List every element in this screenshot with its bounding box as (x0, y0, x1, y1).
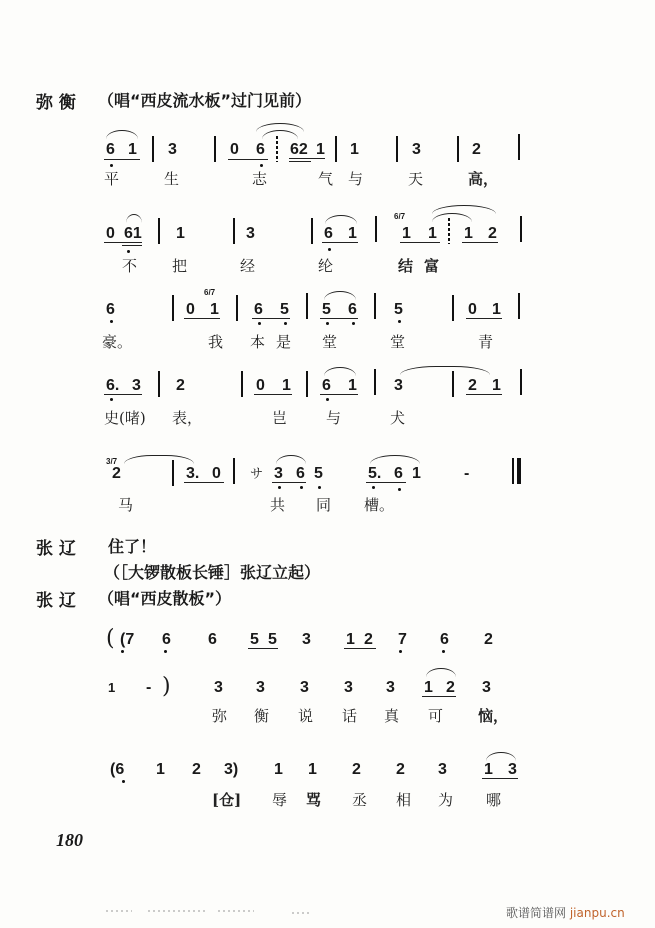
underline-beam (466, 394, 502, 395)
underline-beam (184, 482, 224, 483)
barline (396, 136, 398, 162)
barline (518, 134, 520, 160)
underline-beam (228, 159, 268, 160)
note: 6 (440, 631, 449, 648)
underline-beam (104, 159, 140, 160)
stage-direction: （［大锣散板长锤］张辽立起） (104, 563, 321, 582)
note: 6 (162, 631, 171, 648)
low-octave-dot (372, 486, 375, 489)
tie (400, 366, 490, 375)
note: 3 (482, 679, 491, 696)
lyric: 本 (250, 333, 266, 351)
underline-beam (254, 394, 292, 395)
lyric: 结 (398, 257, 414, 275)
low-octave-dot (110, 320, 113, 323)
lyric: 丞 (352, 791, 368, 809)
low-octave-dot (300, 486, 303, 489)
note: 6 (322, 377, 331, 394)
note: 0 (468, 301, 477, 318)
barline (214, 136, 216, 162)
barline (241, 371, 243, 397)
watermark (506, 904, 625, 921)
underline-beam (252, 318, 290, 319)
grace-note: 6/7 (394, 212, 406, 221)
tie (124, 455, 194, 464)
note: 2 (192, 761, 201, 778)
grace-note: 3/7 (106, 457, 118, 466)
scan-artifact (218, 910, 254, 912)
note: 2 (364, 631, 373, 648)
underline-beam (289, 161, 311, 162)
note: 1 (346, 631, 355, 648)
underline-beam (104, 394, 142, 395)
barline (306, 371, 308, 397)
note: 1 (128, 141, 137, 158)
low-octave-dot (352, 322, 355, 325)
note: 1 (210, 301, 219, 318)
singing-cue: （唱“西皮散板”） (98, 589, 232, 608)
note: 6. (106, 377, 120, 394)
slur (486, 752, 516, 761)
underline-beam (289, 158, 325, 159)
lyric: 话 (342, 707, 358, 725)
note: 5 (250, 631, 259, 648)
note: (7 (120, 631, 135, 648)
note: 2 (484, 631, 493, 648)
low-octave-dot (318, 486, 321, 489)
lyric: 我 (208, 333, 224, 351)
note: 3 (132, 377, 141, 394)
underline-beam (320, 394, 358, 395)
note: 1 (492, 377, 501, 394)
low-octave-dot (328, 248, 331, 251)
barline (233, 458, 235, 484)
underline-beam (320, 318, 358, 319)
lyric: 高， (468, 170, 499, 188)
lyric: 天 (408, 170, 424, 188)
note: 2 (446, 679, 455, 696)
lyric: 恼， (478, 707, 509, 725)
singing-cue: （唱“西皮流水板”过门见前） (98, 91, 312, 110)
note: 3 (412, 141, 421, 158)
note: 3 (246, 225, 255, 242)
lyric: 青 (478, 333, 494, 351)
slur (432, 205, 496, 214)
note: 6 (256, 141, 265, 158)
watermark-en: jianpu.cn (569, 906, 625, 920)
slur (324, 367, 356, 376)
note: 1 (308, 761, 317, 778)
note: 6 (394, 465, 403, 482)
barline (452, 295, 454, 321)
note: 1 (492, 301, 501, 318)
role-name-zhang-liao: 张 辽 (36, 591, 76, 611)
low-octave-dot (122, 780, 125, 783)
lyric: 豪。 (102, 333, 133, 351)
role-name-mi-heng: 弥 衡 (36, 93, 76, 113)
low-octave-dot (398, 320, 401, 323)
slur (432, 213, 472, 222)
note: 2 (352, 761, 361, 778)
note: 5. (368, 465, 382, 482)
note: 6 (106, 141, 115, 158)
lyric: 堂 (322, 333, 338, 351)
lyric: 可 (428, 707, 444, 725)
percussion-cue: [仓] (212, 791, 242, 809)
barline (158, 371, 160, 397)
grace-note: 6/7 (204, 288, 216, 297)
low-octave-dot (121, 650, 124, 653)
barline (311, 218, 313, 244)
dash-hold: - (464, 465, 470, 482)
lyric: 志 (252, 170, 268, 188)
lyric: 槽。 (364, 496, 395, 514)
barline (172, 460, 174, 486)
barline (518, 293, 520, 319)
underline-beam (272, 482, 306, 483)
lyric: 为 (438, 791, 454, 809)
low-octave-dot (258, 322, 261, 325)
note: 1 (348, 225, 357, 242)
note: 2 (468, 377, 477, 394)
barline (374, 369, 376, 395)
note: 7 (398, 631, 407, 648)
note: 2 (176, 377, 185, 394)
underline-beam (366, 482, 406, 483)
barline (306, 293, 308, 319)
barline (452, 371, 454, 397)
lyric: 与 (348, 170, 364, 188)
underline-beam (122, 245, 142, 246)
note: 5 (314, 465, 323, 482)
note: 2 (488, 225, 497, 242)
note: 2 (472, 141, 481, 158)
spoken-line: 住了！ (108, 537, 157, 556)
note: 1 (274, 761, 283, 778)
underline-beam (322, 242, 358, 243)
underline-beam (482, 778, 518, 779)
dash-hold: - (146, 679, 152, 696)
lyric: 把 (172, 257, 188, 275)
note: 1 (484, 761, 493, 778)
note: 6 (208, 631, 217, 648)
note: 3 (256, 679, 265, 696)
note: 6 (324, 225, 333, 242)
note: 1 (402, 225, 411, 242)
note: 3 (300, 679, 309, 696)
low-octave-dot (326, 322, 329, 325)
note: 5 (394, 301, 403, 318)
low-octave-dot (260, 164, 263, 167)
slur (325, 215, 357, 224)
note: 1 (176, 225, 185, 242)
note: 1 (464, 225, 473, 242)
note: 5 (280, 301, 289, 318)
underline-beam (422, 696, 456, 697)
note: 0 (106, 225, 115, 242)
low-octave-dot (326, 398, 329, 401)
lyric: 弥 (212, 707, 228, 725)
lyric: 辱 (272, 791, 288, 809)
barline (158, 218, 160, 244)
note: 1 (282, 377, 291, 394)
lyric: 生 (164, 170, 180, 188)
underline-beam (466, 318, 502, 319)
lyric: 表， (172, 409, 203, 427)
underline-beam (248, 648, 278, 649)
barline (512, 458, 514, 484)
low-octave-dot (398, 488, 401, 491)
low-octave-dot (442, 650, 445, 653)
lyric: 真 (384, 707, 400, 725)
scan-artifact (292, 912, 310, 914)
low-octave-dot (399, 650, 402, 653)
note: 3 (386, 679, 395, 696)
note: 3 (508, 761, 517, 778)
lyric: 同 (316, 496, 332, 514)
slur (370, 455, 420, 464)
barline (520, 369, 522, 395)
lyric: 堂 (390, 333, 406, 351)
final-barline (517, 458, 521, 484)
lyric: 经 (240, 257, 256, 275)
barline (233, 218, 235, 244)
note: 5 (322, 301, 331, 318)
lyric: 气 (318, 170, 334, 188)
low-octave-dot (110, 398, 113, 401)
scan-artifact (148, 910, 208, 912)
note: 6 (296, 465, 305, 482)
note: 2 (112, 465, 121, 482)
lyric: 岂 (272, 409, 288, 427)
note: 0 (256, 377, 265, 394)
lyric: 说 (298, 707, 314, 725)
note: 1 (428, 225, 437, 242)
note: 3 (344, 679, 353, 696)
slur (106, 130, 138, 139)
underline-beam (104, 242, 142, 243)
slur (126, 214, 142, 223)
note: 1 (350, 141, 359, 158)
note: 3 (438, 761, 447, 778)
free-rhythm-sign: サ (250, 466, 264, 481)
open-paren: ( (106, 626, 115, 651)
slur (324, 291, 356, 300)
lyric: 纶 (318, 257, 334, 275)
note: 2 (396, 761, 405, 778)
lyric: 平 (104, 170, 120, 188)
lyric: 哪 (486, 791, 502, 809)
note: 0 (186, 301, 195, 318)
note: 3 (302, 631, 311, 648)
underline-beam (344, 648, 376, 649)
barline (375, 216, 377, 242)
lyric: 犬 (390, 409, 406, 427)
note: 1 (108, 680, 116, 695)
note: 62 (290, 141, 308, 158)
note: 1 (156, 761, 165, 778)
underline-beam (184, 318, 220, 319)
note: 3 (214, 679, 223, 696)
note: 3 (168, 141, 177, 158)
lyric: 与 (326, 409, 342, 427)
scan-artifact (106, 910, 132, 912)
watermark-cn: 歌谱简谱网 (506, 906, 567, 920)
slur (426, 668, 456, 677)
barline (172, 295, 174, 321)
slur (276, 455, 306, 464)
note: 61 (124, 225, 142, 242)
lyric: 富 (424, 257, 440, 275)
note: 1 (412, 465, 421, 482)
note: 0 (230, 141, 239, 158)
role-name-zhang-liao: 张 辽 (36, 539, 76, 559)
underline-beam (400, 242, 440, 243)
low-octave-dot (164, 650, 167, 653)
note: (6 (110, 761, 125, 778)
lyric: 是 (276, 333, 292, 351)
note: 6 (254, 301, 263, 318)
barline (152, 136, 154, 162)
barline (276, 136, 278, 162)
barline (335, 136, 337, 162)
low-octave-dot (284, 322, 287, 325)
note: 6 (348, 301, 357, 318)
lyric: 不 (122, 257, 138, 275)
note: 3) (224, 761, 239, 778)
lyric: 衡 (254, 707, 270, 725)
low-octave-dot (127, 250, 130, 253)
note: 3 (394, 377, 403, 394)
low-octave-dot (110, 164, 113, 167)
lyric: 马 (118, 496, 134, 514)
note: 1 (348, 377, 357, 394)
barline (374, 293, 376, 319)
barline (520, 216, 522, 242)
note: 0 (212, 465, 221, 482)
note: 1 (424, 679, 433, 696)
page-number: 180 (56, 830, 83, 850)
note: 6 (106, 301, 115, 318)
lyric: 共 (270, 496, 286, 514)
barline (236, 295, 238, 321)
underline-beam (462, 242, 498, 243)
lyric: 相 (396, 791, 412, 809)
lyric: 史(啫) (104, 409, 146, 427)
lyric: 骂 (306, 791, 322, 809)
low-octave-dot (278, 486, 281, 489)
close-paren: ) (162, 674, 171, 699)
note: 1 (316, 141, 325, 158)
barline (457, 136, 459, 162)
note: 5 (268, 631, 277, 648)
note: 3. (186, 465, 200, 482)
barline (448, 218, 450, 244)
note: 3 (274, 465, 283, 482)
